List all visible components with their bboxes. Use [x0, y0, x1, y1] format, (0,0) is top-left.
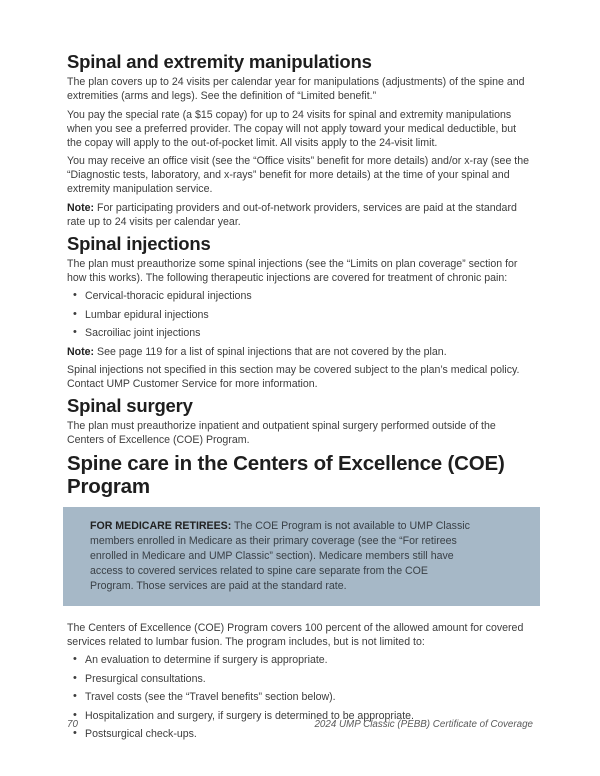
- list-item: • Postsurgical check-ups.: [67, 727, 533, 741]
- callout-text: The COE Program is not available to UMP Classic members enrolled in Medicare as their primary coverage (see the “For retirees enrolled in Medicare and UMP Classic” section). Medicare members still have access to covered services related to spine care separate from the COE Program. Those services are paid at the standard rate.: [90, 519, 470, 592]
- footer-page-number: 70: [67, 719, 78, 730]
- note-text: See page 119 for a list of spinal injections that are not covered by the plan.: [94, 345, 447, 358]
- paragraph-injections-intro: The plan must preauthorize some spinal injections (see the “Limits on plan coverage” section for how this works). The following therapeutic injections are covered for treatment of chronic pain:: [67, 257, 518, 284]
- heading-spinal-surgery: Spinal surgery: [67, 395, 193, 416]
- note-text: For participating providers and out-of-network providers, services are paid at the standard rate up to 24 visits per calendar year.: [67, 201, 517, 228]
- paragraph-manipulations-3: You may receive an office visit (see the “Office visits” benefit for more details) and/or x-ray (see the “Diagnostic tests, laboratory, and x-rays” benefit for more details) at the time of your spinal and extremity manipulation service.: [67, 155, 530, 195]
- note-label: Note:: [67, 345, 95, 358]
- page-footer: [67, 719, 533, 730]
- medicare-retirees-callout-box: [63, 507, 540, 606]
- list-item: • An evaluation to determine if surgery is appropriate.: [67, 653, 533, 667]
- list-item: • Sacroiliac joint injections: [67, 326, 533, 340]
- paragraph-surgery: The plan must preauthorize inpatient and outpatient spinal surgery performed outside of the Centers of Excellence (COE) Program.: [67, 420, 496, 446]
- paragraph-manipulations-1: The plan covers up to 24 visits per calendar year for manipulations (adjustments) of the spine and extremities (arms and legs). See the definition of “Limited benefit.”: [67, 76, 525, 102]
- list-item: • Presurgical consultations.: [67, 672, 533, 686]
- note-label: Note:: [67, 201, 95, 214]
- list-item: • Lumbar epidural injections: [67, 308, 533, 322]
- paragraph-injections-outro: Spinal injections not specified in this section may be covered subject to the plan’s medical policy. Contact UMP Customer Service for more information.: [67, 364, 520, 390]
- list-item: • Cervical-thoracic epidural injections: [67, 289, 533, 303]
- footer-doc-title: 2024 UMP Classic (PEBB) Certificate of Coverage: [314, 719, 533, 730]
- paragraph-coe-intro: The Centers of Excellence (COE) Program covers 100 percent of the allowed amount for covered services related to lumbar fusion. The program includes, but is not limited to:: [67, 621, 524, 648]
- list-item: • Hospitalization and surgery, if surgery is determined to be appropriate.: [67, 709, 533, 723]
- heading-spine-care-coe: Spine care in the Centers of Excellence (COE) Program: [67, 451, 505, 498]
- injection-bullet-list: [67, 289, 533, 340]
- callout-label: FOR MEDICARE RETIREES:: [90, 519, 232, 532]
- list-item: • Travel costs (see the “Travel benefits” section below).: [67, 690, 533, 704]
- paragraph-manipulations-2: You pay the special rate (a $15 copay) for up to 24 visits for spinal and extremity manipulations when you see a preferred provider. The copay will not apply toward your medical deductible, but the copay will apply to the out-of-pocket limit. All visits apply to the 24-visit limit.: [67, 108, 517, 149]
- heading-spinal-injections: Spinal injections: [67, 232, 211, 254]
- heading-spinal-extremity-manipulations: Spinal and extremity manipulations: [67, 51, 372, 72]
- note-manipulations: [67, 201, 533, 229]
- note-injections: [67, 345, 533, 359]
